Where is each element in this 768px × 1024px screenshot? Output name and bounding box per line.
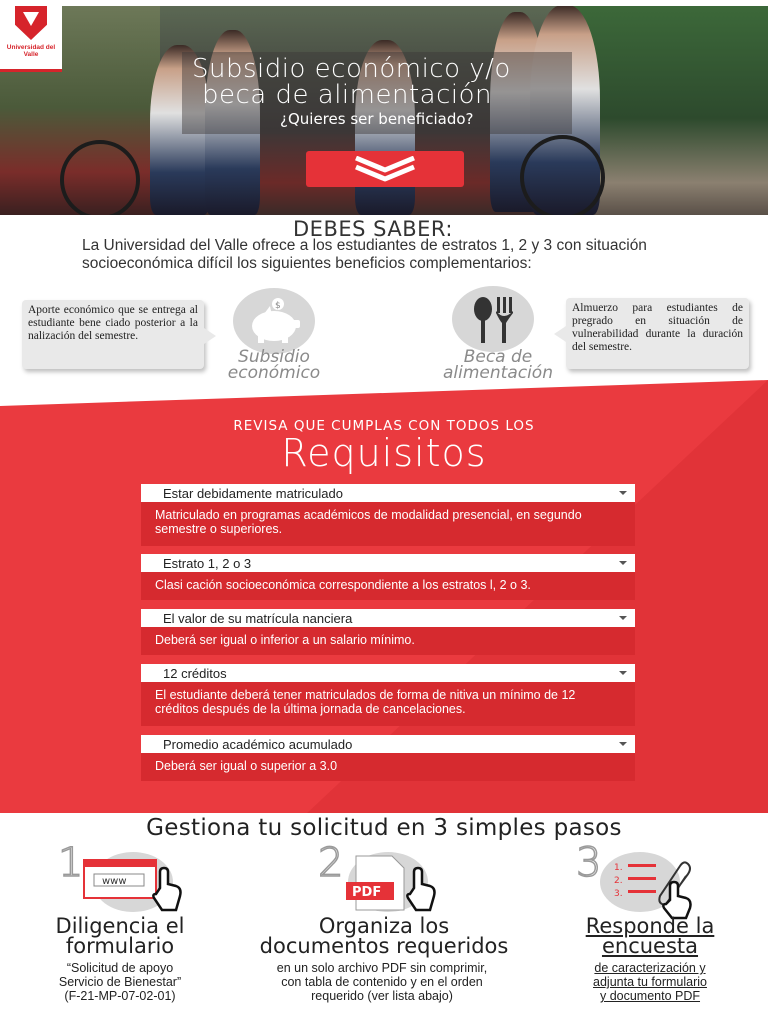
scroll-down-button[interactable] <box>306 151 464 187</box>
svg-text:2.: 2. <box>614 876 623 886</box>
accordion-body-promedio: Deberá ser igual o superior a 3.0 <box>141 753 635 781</box>
chevron-down-icon <box>619 561 627 565</box>
svg-text:PDF: PDF <box>352 885 382 900</box>
pdf-file-icon <box>340 852 450 918</box>
bicycle-wheel <box>520 135 605 215</box>
accordion-header-promedio[interactable]: Promedio académico acumulado <box>141 735 635 753</box>
hero-subtitle: ¿Quieres ser beneficiado? <box>280 110 474 128</box>
beca-label: Beca de alimentación <box>443 347 553 383</box>
hand-cursor-icon <box>407 868 434 910</box>
logo-text: Universidad del Valle <box>6 44 56 58</box>
step-1-heading: Diligencia el formulario <box>55 914 185 958</box>
step-number: 1 <box>58 840 84 886</box>
accordion-body-creditos: El estudiante deberá tener matriculados de forma de nitiva un mínimo de 12 créditos después de la última jornada de cancelaciones. <box>141 682 635 726</box>
accordion-header-creditos[interactable]: 12 créditos <box>141 664 635 682</box>
accordion-header-matriculado[interactable]: Estar debidamente matriculado <box>141 484 635 502</box>
piggy-bank-circle <box>233 288 315 354</box>
hero-title: Subsidio económico y/o beca de alimentación <box>192 54 511 110</box>
spoon-fork-icon <box>463 293 523 345</box>
piggy-bank-icon <box>244 296 304 346</box>
accordion-body-matricula: Deberá ser igual o inferior a un salario mínimo. <box>141 627 635 655</box>
chevron-down-icon <box>619 616 627 620</box>
hand-cursor-icon <box>153 868 180 910</box>
step-2-heading: Organiza los documentos requeridos <box>259 914 509 958</box>
hero-banner <box>0 0 768 215</box>
steps-title: Gestiona tu solicitud en 3 simples pasos <box>146 815 622 841</box>
requisitos-kicker: REVISA QUE CUMPLAS CON TODOS LOS <box>233 418 535 434</box>
intro-text: La Universidad del Valle ofrece a los estudiantes de estratos 1, 2 y 3 con situación socioeconómica difícil los siguientes beneficios complementarios: <box>82 237 647 272</box>
accordion-header-estrato[interactable]: Estrato 1, 2 o 3 <box>141 554 635 572</box>
requisitos-title: Requisitos <box>281 431 487 475</box>
subsidio-description: Aporte económico que se entrega al estudiante bene ciado posterior a la nalización del semestre. <box>22 300 204 369</box>
chevron-down-icon <box>619 491 627 495</box>
university-logo[interactable] <box>0 0 62 72</box>
beca-description: Almuerzo para estudiantes de pregrado en situación de vulnerabilidad durante la duración del semestre. <box>566 298 749 369</box>
accordion-body-matriculado: Matriculado en programas académicos de modalidad presencial, en segundo semestre o superiores. <box>141 502 635 546</box>
subsidio-label: Subsidio económico <box>227 347 321 383</box>
food-circle <box>452 286 534 352</box>
svg-text:www: www <box>102 876 127 887</box>
double-chevron-down-icon <box>350 156 420 182</box>
step-2-description: en un solo archivo PDF sin comprimir, con tabla de contenido y en el orden requerido (ver lista abajo) <box>276 961 488 1003</box>
bicycle-wheel <box>60 140 140 215</box>
svg-text:$: $ <box>275 301 281 311</box>
svg-text:1.: 1. <box>614 863 623 873</box>
step-1-description: “Solicitud de apoyo Servicio de Bienestar” (F-21-MP-07-02-01) <box>58 961 182 1003</box>
step-3-heading-link[interactable]: Responde la encuesta <box>585 914 715 958</box>
section-title-debes-saber: DEBES SABER: <box>293 217 453 241</box>
step-number: 2 <box>318 840 344 886</box>
chevron-down-icon <box>619 671 627 675</box>
svg-text:3.: 3. <box>614 889 623 899</box>
step-3-description-link[interactable]: de caracterización y adjunta tu formulario y documento PDF <box>593 961 707 1003</box>
step-number: 3 <box>576 840 602 886</box>
accordion-body-estrato: Clasi cación socioeconómica correspondiente a los estratos l, 2 o 3. <box>141 572 635 600</box>
accordion-header-matricula[interactable]: El valor de su matrícula nanciera <box>141 609 635 627</box>
browser-window-icon <box>82 858 192 918</box>
chevron-down-icon <box>619 742 627 746</box>
